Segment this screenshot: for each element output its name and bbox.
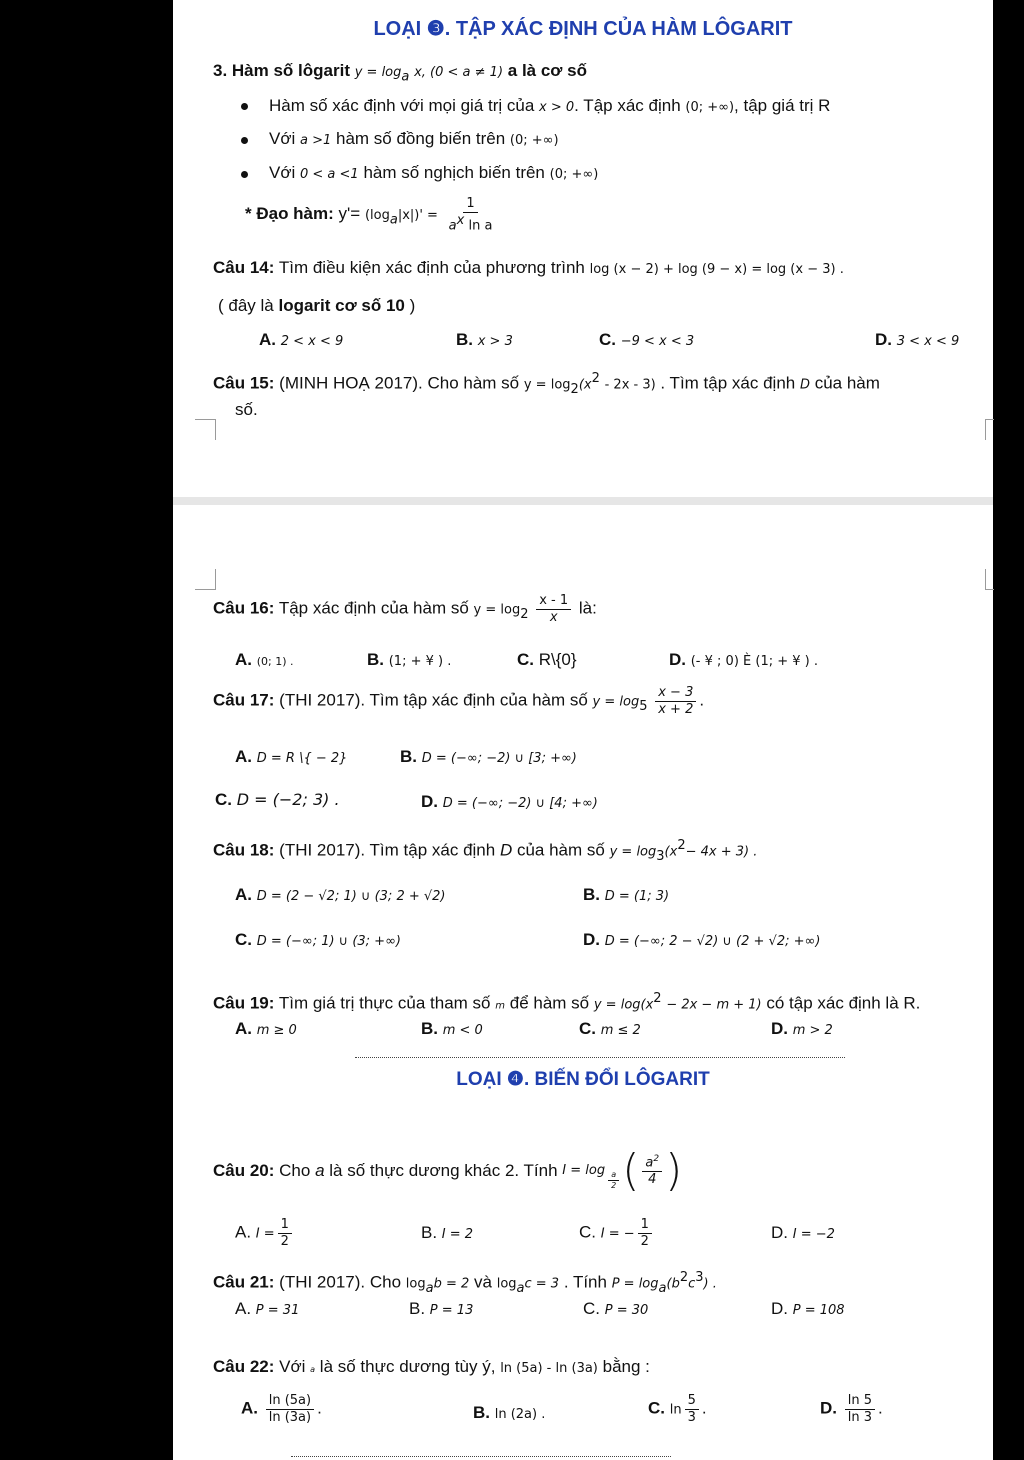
q21-option-c[interactable]: C. P = 30 <box>583 1299 649 1318</box>
divider-line <box>291 1456 671 1457</box>
q16-option-c[interactable]: C. R\{0} <box>517 650 577 669</box>
q19-option-c[interactable]: C. m ≤ 2 <box>579 1019 641 1038</box>
q20-option-d[interactable]: D. I = −2 <box>771 1223 835 1242</box>
q18-option-d[interactable]: D. D = (−∞; 2 − √2) ∪ (2 + √2; +∞) <box>583 930 821 949</box>
q18-option-a[interactable]: A. D = (2 − √2; 1) ∪ (3; 2 + √2) <box>235 885 446 904</box>
q17-option-c[interactable]: C. D = (−2; 3) . <box>215 790 340 809</box>
question-19: Câu 19: Tìm giá trị thực của tham số m để hàm số $y = \log(x^2 - 2x - m + 1)$ có tập xác định là R. <box>213 991 921 1013</box>
q16-option-a[interactable]: A. (0; 1) . <box>235 650 294 669</box>
q22-option-a[interactable]: A. $\frac{\ln (5a)}{\ln (3a)}$ . <box>241 1393 322 1425</box>
q21-option-d[interactable]: D. P = 108 <box>771 1299 845 1318</box>
document-page-1 <box>173 0 993 497</box>
q17-option-b[interactable]: B. D = (−∞; −2) ∪ [3; +∞) <box>400 747 577 766</box>
question-14: Câu 14: Tìm điều kiện xác định của phương trình log (x − 2) + log (9 − x) = log (x − 3) . <box>213 258 844 277</box>
divider-line <box>355 1057 845 1058</box>
q14-option-a[interactable]: A. 2 < x < 9 <box>259 330 344 349</box>
q20-option-c[interactable]: C. I = − $\frac{1}{2}$ <box>579 1217 655 1249</box>
section-heading-loai-3: LOẠI ❸. TẬP XÁC ĐỊNH CỦA HÀM LÔGARIT <box>373 18 793 40</box>
q14-option-c[interactable]: C. −9 < x < 3 <box>599 330 695 349</box>
page-corner-mark <box>195 569 216 590</box>
q21-option-b[interactable]: B. P = 13 <box>409 1299 474 1318</box>
q17-option-a[interactable]: A. D = R \{ − 2} <box>235 747 348 766</box>
question-15-cont: số. <box>235 400 258 419</box>
q21-option-a[interactable]: A. P = 31 <box>235 1299 300 1318</box>
document-page-2 <box>173 505 993 1460</box>
q22-option-d[interactable]: D. $\frac{\ln 5}{\ln 3}$ . <box>820 1393 883 1425</box>
bullet-icon <box>241 171 248 178</box>
page-corner-mark <box>195 419 216 440</box>
q14-option-b[interactable]: B. x > 3 <box>456 330 513 349</box>
q19-option-b[interactable]: B. m < 0 <box>421 1019 483 1038</box>
q16-option-d[interactable]: D. (- ¥ ; 0) È (1; + ¥ ) . <box>669 650 818 669</box>
q20-option-a[interactable]: A. I = $\frac{1}{2}$ <box>235 1217 295 1249</box>
page-corner-mark <box>985 419 994 440</box>
theory-bullet-1: Hàm số xác định với mọi giá trị của x > 0. Tập xác định (0; +∞), tập giá trị R <box>269 96 831 115</box>
theory-bullet-3: Với 0 < a <1 hàm số nghịch biến trên (0; +∞) <box>269 163 599 182</box>
q19-option-a[interactable]: A. m ≥ 0 <box>235 1019 297 1038</box>
q18-option-c[interactable]: C. D = (−∞; 1) ∪ (3; +∞) <box>235 930 401 949</box>
theory-bullet-2: Với a >1 hàm số đồng biến trên (0; +∞) <box>269 129 559 148</box>
theory-item-3: 3. Hàm số lôgarit $y = \log_a x$, (0 < a ≠ 1) a là cơ số <box>213 61 587 85</box>
page-corner-mark <box>985 569 994 590</box>
question-21: Câu 21: (THI 2017). Cho $\log_ab = 2$ và $\log_ac = 3$ . Tính $P = \log_a(b^2c^3)$ . <box>213 1270 717 1297</box>
q17-option-d[interactable]: D. D = (−∞; −2) ∪ [4; +∞) <box>421 792 598 811</box>
question-15: Câu 15: (MINH HOẠ 2017). Cho hàm số $y = \log_2(x^2 - 2x - 3)$ . Tìm tập xác định D của hàm <box>213 371 880 398</box>
page-separator <box>173 497 993 505</box>
q14-option-d[interactable]: D. 3 < x < 9 <box>875 330 960 349</box>
question-20: Câu 20: Cho a là số thực dương khác 2. Tính I = log $\frac{a}{2}$ ( $\frac{a^2}{4}$ ) <box>213 1145 683 1196</box>
q20-option-b[interactable]: B. I = 2 <box>421 1223 474 1242</box>
question-18: Câu 18: (THI 2017). Tìm tập xác định D của hàm số $y = \log_3(x^2- 4x + 3)$ . <box>213 838 758 865</box>
q22-option-b[interactable]: B. ln (2a) . <box>473 1403 546 1422</box>
question-17: Câu 17: (THI 2017). Tìm tập xác định của hàm số $y = \log_5$ $\frac{x - 3}{x + 2}$ . <box>213 685 705 717</box>
q22-option-c[interactable]: C. ln $\frac{5}{3}$ . <box>648 1393 707 1425</box>
question-16: Câu 16: Tập xác định của hàm số $y = \log_2$ $\frac{x - 1}{x}$ là: <box>213 593 597 625</box>
bullet-icon <box>241 103 248 110</box>
q18-option-b[interactable]: B. D = (1; 3) <box>583 885 670 904</box>
q16-option-b[interactable]: B. (1; + ¥ ) . <box>367 650 452 669</box>
bullet-icon <box>241 137 248 144</box>
q19-option-d[interactable]: D. m > 2 <box>771 1019 833 1038</box>
question-14-note: ( đây là logarit cơ số 10 ) <box>218 296 416 315</box>
question-22: Câu 22: Với a là số thực dương tùy ý, ln (5a) - ln (3a) bằng : <box>213 1357 650 1376</box>
theory-derivative: * Đạo hàm: $y'= (\log_a|x|)'$ = $\frac{1}{a^x \ln a}$ <box>245 196 493 233</box>
section-heading-loai-4: LOẠI ❹. BIẾN ĐỔI LÔGARIT <box>456 1069 710 1090</box>
